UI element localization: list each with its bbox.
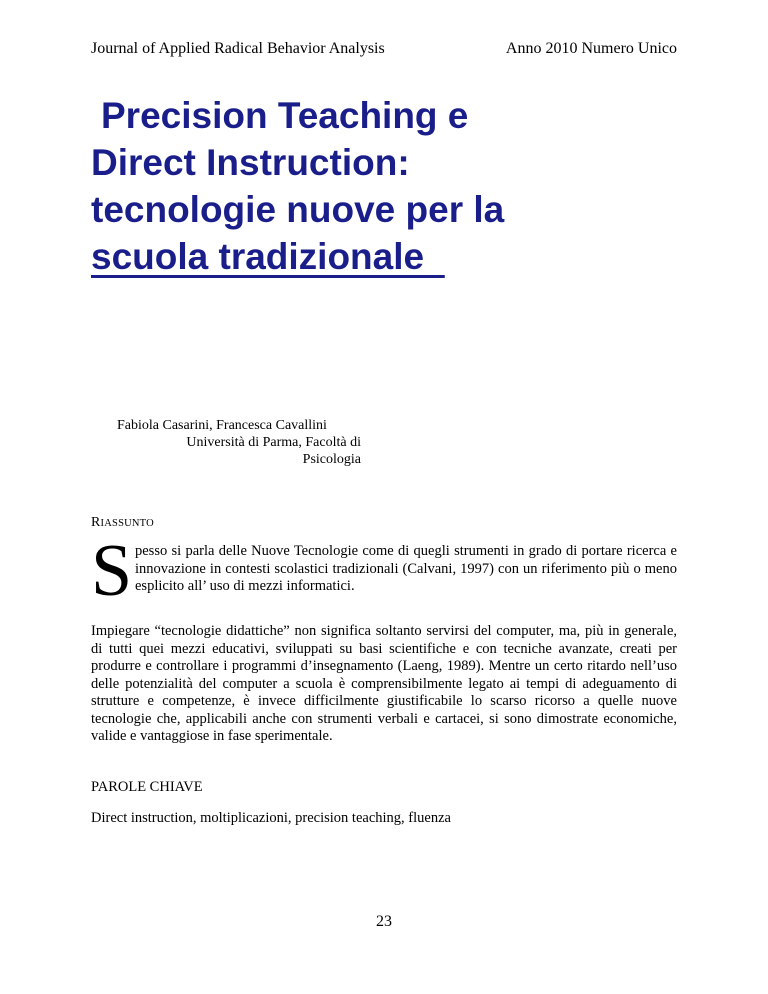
title-line: Direct Instruction: [91, 142, 410, 183]
abstract-paragraph: pesso si parla delle Nuove Tecnologie come di quegli strumenti in grado di portare ricerca e innovazione in contesti scolastici tradizionali (Calvani, 1997) con un riferimento più o meno esplicito all’ uso di mezzi informatici. [135, 543, 677, 594]
affiliation: Università di Parma, Facoltà di [186, 435, 361, 450]
page-number: 23 [376, 913, 392, 930]
abstract-paragraph: Impiegare “tecnologie didattiche” non significa soltanto servirsi del computer, ma, più in generale, di tutti quei mezzi educativi, sviluppati su basi scientifiche e con tecniche avanzate, creati per produrre e controllare i programmi d’insegnamento (Laeng, 1989). Mentre un certo ritardo nell’uso delle potenzialità del computer a scuola è comprensibilmente legato ai tempi di adeguamento di strutture e competenze, è invece difficilmente giustificabile lo scarso ricorso a quelle nuove tecnologie che, applicabili anche con strumenti verbali e cartacei, si sono dimostrate economiche, valide e vantaggiose in fase sperimentale. [91, 623, 677, 744]
article-title [91, 92, 691, 280]
title-line: tecnologie nuove per la [91, 189, 505, 230]
affiliation: Psicologia [302, 452, 361, 467]
drop-cap: S [91, 530, 133, 612]
title-line: scuola tradizionale [91, 236, 425, 277]
keywords-text: Direct instruction, moltiplicazioni, precision teaching, fluenza [91, 810, 451, 826]
author-block [91, 417, 361, 468]
keywords-heading: PAROLE CHIAVE [91, 779, 203, 795]
abstract-heading-initial: R [91, 515, 101, 530]
running-header-journal: Journal of Applied Radical Behavior Analysis [91, 40, 385, 57]
abstract-heading [91, 515, 154, 531]
title-line: Precision Teaching e [101, 95, 469, 136]
author-names: Fabiola Casarini, Francesca Cavallini [117, 418, 327, 433]
abstract-heading-rest: IASSUNTO [100, 518, 154, 529]
running-header-issue: Anno 2010 Numero Unico [505, 40, 677, 57]
